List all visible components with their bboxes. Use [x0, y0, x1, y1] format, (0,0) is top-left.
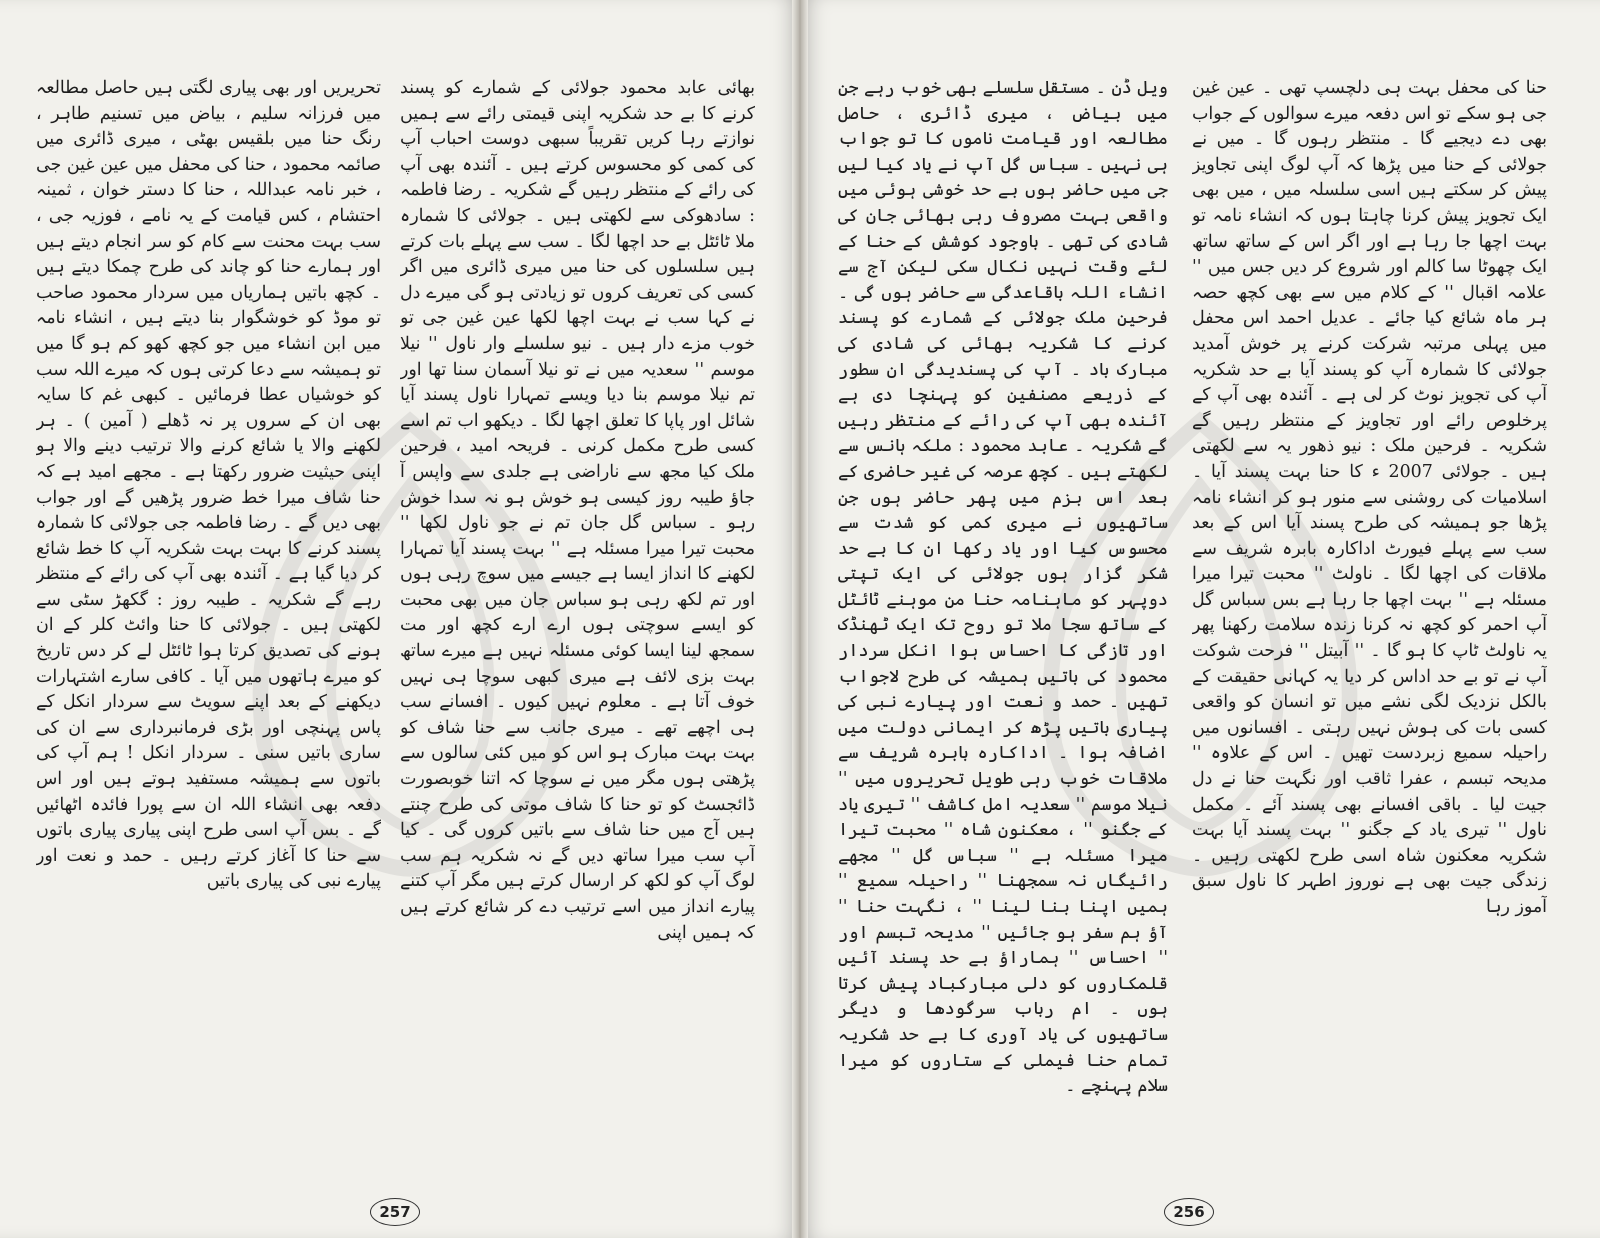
left-page-column-inner [400, 76, 755, 1186]
letters-text-block: ویل ڈن ۔ مستقل سلسلے بھی خوب رہے جن میں بیاض ، میری ڈائری ، حاصل مطالعہ اور قیامت ناموں کا تو جواب ہی نہیں ۔ سباس گل آپ نے یاد کیا لیں جی میں حاضر ہوں بے حد خوشی ہوئی میں واقعی بہت مصروف رہی بھائی جان کی شادی کی تھی ۔ باوجود کوشش کے حنا کے لئے وقت نہیں نکال سکی لیکن آج سے انشاء اللہ باقاعدگی سے حاضر ہوں گی ۔ فرحین ملک جولائی کے شمارے کو پسند کرنے کا شکریہ بھائی کی شادی کی مبارک باد ۔ آپ کی پسندیدگی ان سطور کے ذریعے مصنفین کو پہنچا دی ہے آئندہ بھی آپ کی رائے کے منتظر رہیں گے شکریہ ۔ عابد محمود : ملکہ ہانس سے لکھتے ہیں ۔ کچھ عرصہ کی غیر حاضری کے بعد اس بزم میں پھر حاضر ہوں جن ساتھیوں نے میری کمی کو شدت سے محسوس کیا اور یاد رکھا ان کا بے حد شکر گزار ہوں جولائی کی ایک تپتی دوپہر کو ماہنامہ حنا من موہنے ٹائٹل کے ساتھ سجا ملا تو روح تک ایک ٹھنڈک اور تازگی کا احساس ہوا انکل سردار محمود کی باتیں ہمیشہ کی طرح لاجواب تھیں ۔ حمد و نعت اور پیارے نبی کی پیاری باتیں پڑھ کر ایمانی دولت میں اضافہ ہوا ۔ اداکارہ بابرہ شریف سے ملاقات خوب رہی طویل تحریروں میں '' نیلا موسم '' سعدیہ امل کاشف '' تیری یاد کے جگنو '' ، معکنون شاہ '' محبت تیرا میرا مسئلہ ہے '' سباس گل '' مجھے رائیگاں نہ سمجھنا '' راحیلہ سمیع '' ہمیں اپنا بنا لینا '' ، نگہت حنا '' آؤ ہم سفر ہو جائیں '' مدیحہ تبسم اور '' احساس '' ہماراؤ بے حد پسند آئیں قلمکاروں کو دلی مبارکباد پیش کرتا ہوں ۔ ام رباب سرگودھا و دیگر ساتھیوں کی یاد آوری کا بے حد شکریہ تمام حنا فیملی کے ستاروں کو میرا سلام پہنچے ۔ [838, 78, 1168, 1097]
right-page [800, 0, 1600, 1238]
letters-text-block: بھائی عابد محمود جولائی کے شمارے کو پسند کرنے کا بے حد شکریہ اپنی قیمتی رائے سے ہمیں نوازتے رہا کریں تقریباً سبھی دوست احباب آپ کی کمی کو محسوس کرتے ہیں ۔ آئندہ بھی آپ کی رائے کے منتظر رہیں گے شکریہ ۔ رضا فاطمہ : سادھوکی سے لکھتی ہیں ۔ جولائی کا شمارہ ملا ٹائٹل بے حد اچھا لگا ۔ سب سے پہلے بات کرتے ہیں سلسلوں کی حنا میں میری ڈائری میں اگر کسی کی تعریف کروں تو زیادتی ہو گی میرے دل نے کہا سب نے بہت اچھا لکھا عین غین جی تو خوب مزے دار ہیں ۔ نیو سلسلے وار ناول '' نیلا موسم '' سعدیہ میں نے تو نیلا آسمان سنا تھا اور تم نیلا موسم بنا دیا ویسے تمہارا ناول پسند آیا شائل اور پاپا کا تعلق اچھا لگا ۔ دیکھو اب تم اسے کسی طرح مکمل کرنی ۔ فریحہ امید ، فرحین ملک کیا مجھ سے ناراضی ہے جلدی سے واپس آ جاؤ طیبہ روز کیسی ہو خوش ہو نہ سدا خوش رہو ۔ سباس گل جان تم نے جو ناول لکھا '' محبت تیرا میرا مسئلہ ہے '' بہت پسند آیا تمہارا لکھنے کا انداز ایسا ہے جیسے میں سوچ رہی ہوں اور تم لکھ رہی ہو سباس جان میں بھی محبت کو ایسے سوچتی ہوں ارے ارے کچھ اور مت سمجھ لینا ایسا کوئی مسئلہ نہیں ہے میرے ساتھ بہت بزی لائف ہے میری کبھی سوچا ہی نہیں خوف آتا ہے ۔ معلوم نہیں کیوں ۔ افسانے سب ہی اچھے تھے ۔ میری جانب سے حنا شاف کو بہت بہت مبارک ہو اس کو میں کئی سالوں سے پڑھتی ہوں مگر میں نے سوچا کہ اتنا خوبصورت ڈائجسٹ کو تو حنا کا شاف موتی کی طرح چنتے ہیں آج میں حنا شاف سے باتیں کروں گی ۔ کیا آپ سب میرا ساتھ دیں گے نہ شکریہ ہم سب لوگ آپ کو لکھ کر ارسال کرتے ہیں مگر آپ کتنے پیارے انداز میں اسے ترتیب دے کر شائع کرتے ہیں کہ ہمیں اپنی [400, 78, 755, 943]
letters-text-block: حنا کی محفل بہت ہی دلچسپ تھی ۔ عین غین جی ہو سکے تو اس دفعہ میرے سوالوں کے جواب بھی دے دیجیے گا ۔ منتظر رہوں گا ۔ میں نے جولائی کے حنا میں پڑھا کہ آپ لوگ اپنی تجاویز پیش کر سکتے ہیں اسی سلسلہ میں ، میں بھی ایک تجویز پیش کرنا چاہتا ہوں کہ انشاء نامہ تو بہت اچھا جا رہا ہے اور اگر اس کے ساتھ ساتھ ایک چھوٹا سا کالم اور شروع کر دیں جس میں '' علامہ اقبال '' کے کلام میں سے بھی کچھ حصہ ہر ماہ شائع کیا جائے ۔ عدیل احمد اس محفل میں پہلی مرتبہ شرکت کرنے پر خوش آمدید جولائی کا شمارہ آپ کو پسند آیا بے حد شکریہ آپ کی تجویز نوٹ کر لی ہے ۔ آئندہ بھی آپ کے پرخلوص رائے اور تجاویز کے منتظر رہیں گے شکریہ ۔ فرحین ملک : نیو ذھور یہ سے لکھتی ہیں ۔ جولائی 2007 ء کا حنا بہت پسند آیا ۔ اسلامیات کی روشنی سے منور ہو کر انشاء نامہ پڑھا جو ہمیشہ کی طرح پسند آیا اس کے بعد سب سے پہلے فیورٹ اداکارہ بابرہ شریف سے ملاقات کی اچھا لگا ۔ ناولٹ '' محبت تیرا میرا مسئلہ ہے '' بہت اچھا جا رہا ہے بس سباس گل آپ احمر کو کچھ نہ کرنا زندہ سلامت رکھنا پھر یہ ناولٹ ٹاپ کا ہو گا ۔ '' آبیتل '' فرحت شوکت آپ نے تو بے حد اداس کر دیا یہ کہانی حقیقت کے بالکل نزدیک لگی نشے میں تو انسان کو واقعی کسی بات کی ہوش نہیں رہتی ۔ افسانوں میں راحیلہ سمیع زبردست تھیں ۔ اس کے علاوہ '' مدیحہ تبسم ، عفرا ثاقب اور نگہت حنا نے دل جیت لیا ۔ باقی افسانے بھی پسند آئے ۔ مکمل ناول '' تیری یاد کے جگنو '' بہت پسند آیا بہت شکریہ معکنون شاہ اسی طرح لکھتی رہیں ۔ زندگی جیت بھی ہے نوروز اطہر کا ناول سبق آموز رہا [1192, 78, 1547, 917]
book-spine [792, 0, 808, 1238]
page-number: 257 [370, 1198, 420, 1226]
page-number: 256 [1164, 1198, 1214, 1226]
letters-text-block: تحریریں اور بھی پیاری لگتی ہیں حاصل مطالعہ میں فرزانہ سلیم ، بیاض میں تسنیم طاہر ، رنگ حنا میں بلقیس بھٹی ، میری ڈائری میں صائمہ محمود ، حنا کی محفل میں عین غین جی ، خبر نامہ عبداللہ ، حنا کا دستر خوان ، ثمینہ احتشام ، کس قیامت کے یہ نامے ، فوزیہ جی ، سب بہت محنت سے کام کو سر انجام دیتے ہیں اور ہمارے حنا کو چاند کی طرح چمکا دیتے ہیں ۔ کچھ باتیں ہماریاں میں سردار محمود صاحب تو موڈ کو خوشگوار بنا دیتے ہیں ، انشاء نامہ میں ابن انشاء میں جو کچھ کھو کم ہو گا میں تو ہمیشہ سے دعا کرتی ہوں کہ میرے اللہ سب کو خوشیاں عطا فرمائیں ۔ کبھی غم کا سایہ بھی ان کے سروں پر نہ ڈھلے ( آمین ) ۔ ہر لکھنے والا یا شائع کرنے والا ترتیب دینے والا ہو اپنی حیثیت ضرور رکھتا ہے ۔ مجھے امید ہے کہ حنا شاف میرا خط ضرور پڑھیں گے اور جواب بھی دیں گے ۔ رضا فاطمہ جی جولائی کا شمارہ پسند کرنے کا بہت بہت شکریہ آپ کا خط شائع کر دیا گیا ہے ۔ آئندہ بھی آپ کی رائے کے منتظر رہے گے شکریہ ۔ طیبہ روز : گکھڑ سٹی سے لکھتی ہیں ۔ جولائی کا حنا وائٹ کلر کے ان ہونے کی تصدیق کرتا ہوا ٹائٹل لے کر دس تاریخ کو میرے ہاتھوں میں آیا ۔ کافی سارے اشتہارات دیکھنے کے بعد اپنے سویٹ سے سردار انکل کے پاس پہنچی اور بڑی فرمانبرداری سے ان کی ساری باتیں سنی ۔ سردار انکل ! ہم آپ کی باتوں سے ہمیشہ مستفید ہوتے ہیں اور اس دفعہ بھی انشاء اللہ ان سے پورا فائدہ اٹھائیں گے ۔ بس آپ اسی طرح اپنی پیاری پیاری باتوں سے حنا کا آغاز کرتے رہیں ۔ حمد و نعت اور پیارے نبی کی پیاری باتیں [36, 78, 381, 892]
right-page-column-outer [1192, 76, 1547, 1186]
left-page-column-outer [36, 76, 381, 1186]
right-page-column-inner [838, 76, 1168, 1186]
